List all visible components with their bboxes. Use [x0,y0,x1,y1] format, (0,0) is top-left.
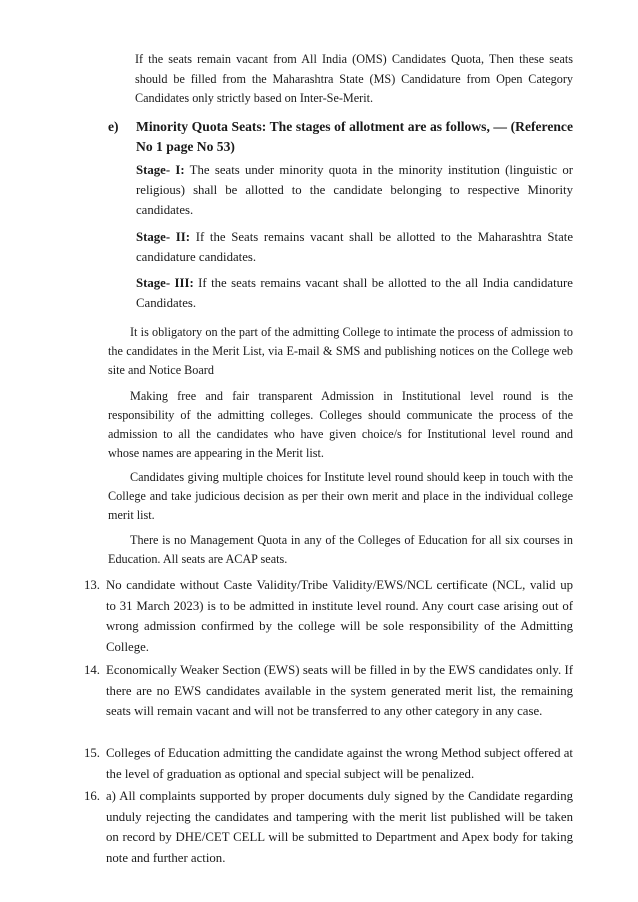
stage-text: If the Seats remains vacant shall be allotted to the Maharashtra State candidature candidates. [136,230,574,264]
list-item-16 [84,786,573,868]
item-text: No candidate without Caste Validity/Tribe Validity/EWS/NCL certificate (NCL, valid up to 31 March 2023) is to be admitted in institute level round. Any court case arising out of wrong admission confirmed by the college will be sole responsibility of the Admitting College. [106,578,573,654]
stage-text: If the seats remains vacant shall be allotted to the all India candidature Candidates. [136,276,573,310]
stage-two [136,227,573,267]
transparency-paragraph: Making free and fair transparent Admission in Institutional level round is the responsibility of the admitting colleges. Colleges should communicate the process of the admission to all the candidates who have given choice/s for Institutional level round and whose names are appearing in the Merit list. [108,389,573,460]
stage-label: Stage- III: [136,276,194,290]
minority-quota-heading: Minority Quota Seats: The stages of allotment are as follows, — (Reference No 1 page No 53) [136,119,573,154]
list-item-13 [84,575,573,657]
item-text: a) All complaints supported by proper documents duly signed by the Candidate regarding unduly rejecting the candidates and tampering with the merit list published will be taken on record by DHE/CET CELL will be submitted to Department and Apex body for taking note and further action. [106,789,573,865]
stage-label: Stage- I: [136,163,185,177]
list-item-14 [84,660,573,722]
stage-text: The seats under minority quota in the minority institution (linguistic or religious) shall be allotted to the candidate belonging to respective Minority candidates. [136,163,573,217]
item-text: Economically Weaker Section (EWS) seats will be filled in by the EWS candidates only. If there are no EWS candidates available in the system generated merit list, the remaining seats will remain vacant and will not be transferred to any other category in any case. [106,663,573,718]
obligation-paragraph: It is obligatory on the part of the admitting College to intimate the process of admission to the candidates in the Merit List, via E-mail & SMS and publishing notices on the College web site and Notice Board [108,325,573,377]
stage-three [136,273,573,313]
item-number: 16. [84,789,100,803]
stage-label: Stage- II: [136,230,191,244]
stage-one [136,160,573,220]
oms-vacancy-paragraph: If the seats remain vacant from All India (OMS) Candidates Quota, Then these seats should be filled from the Maharashtra State (MS) Candidature from Open Category Candidates only strictly based on Inter-Se-Merit. [135,52,573,105]
item-number: 14. [84,663,100,677]
list-item-15 [84,743,573,784]
multiple-choices-paragraph: Candidates giving multiple choices for Institute level round should keep in touch with the College and take judicious decision as per their own merit and place in the individual college merit list. [108,470,573,522]
no-management-quota-paragraph: There is no Management Quota in any of the Colleges of Education for all six courses in Education. All seats are ACAP seats. [108,533,573,566]
item-number: 13. [84,578,100,592]
minority-quota-item [108,117,573,157]
item-number: 15. [84,746,100,760]
item-marker: e) [108,119,119,134]
item-text: Colleges of Education admitting the candidate against the wrong Method subject offered at the level of graduation as optional and special subject will be penalized. [106,746,573,781]
